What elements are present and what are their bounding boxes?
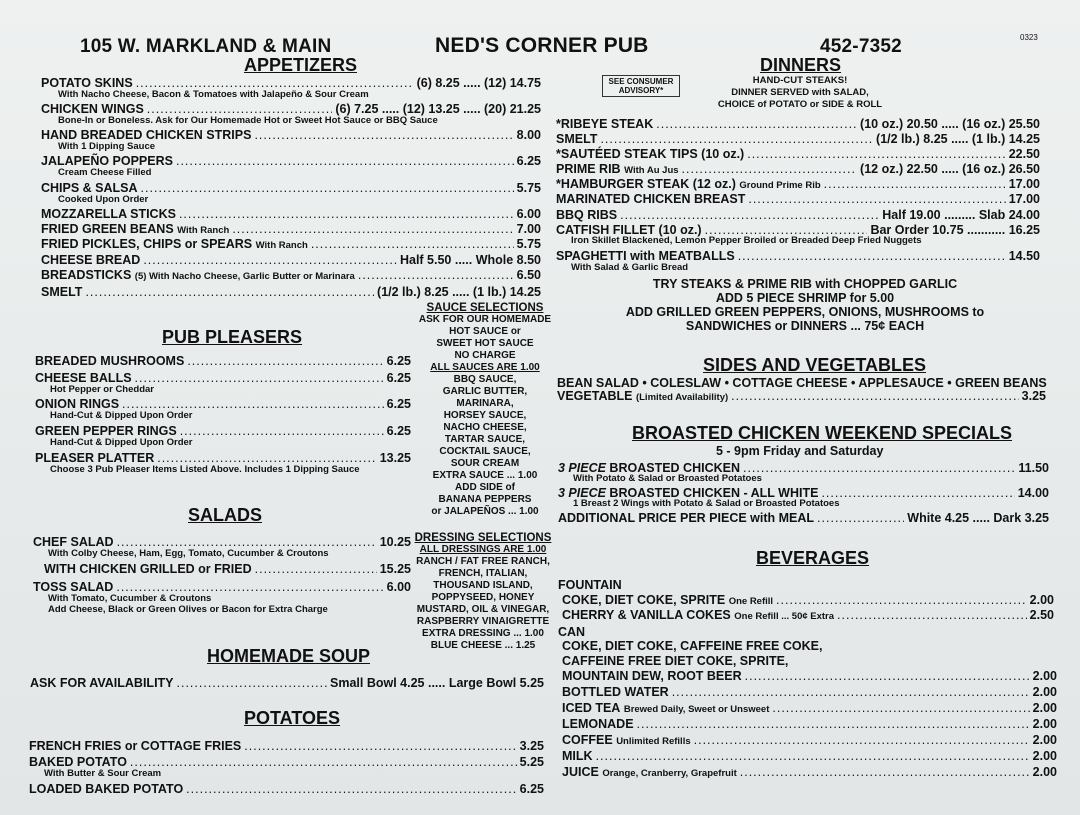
menu-item: GREEN PEPPER RINGS ..... 6.25 xyxy=(35,424,411,438)
item-desc: Choose 3 Pub Pleaser Items Listed Above. Includes 1 Dipping Sauce xyxy=(50,464,360,475)
sauce-line: MARINARA, xyxy=(456,398,514,409)
dressing-line: ALL DRESSINGS ARE 1.00 xyxy=(419,544,547,555)
item-desc: With Tomato, Cucumber & Croutons xyxy=(48,593,212,604)
soup-title: HOMEMADE SOUP xyxy=(207,646,371,666)
menu-item: JALAPEÑO POPPERS ..... 6.25 xyxy=(41,154,541,168)
menu-item: SPAGHETTI with MEATBALLS ..... 14.50 xyxy=(556,249,1040,263)
sauce-line: GARLIC BUTTER, xyxy=(442,386,528,397)
dressing-line: BLUE CHEESE ... 1.25 xyxy=(430,640,536,651)
menu-item: BOTTLED WATER ..... 2.00 xyxy=(562,685,1057,699)
menu-item: PRIME RIB With Au Jus ..... (12 oz.) 22.50 ..... (16 oz.) 26.50 xyxy=(556,162,1040,176)
dressing-line: POPPYSEED, HONEY xyxy=(431,592,535,603)
sauce-line: COCKTAIL SAUCE, xyxy=(439,446,531,457)
consumer-advisory: SEE CONSUMER ADVISORY* xyxy=(602,75,680,97)
menu-item: ONION RINGS ..... 6.25 xyxy=(35,397,411,411)
item-desc: Hot Pepper or Cheddar xyxy=(50,384,154,395)
dressing-line: EXTRA DRESSING ... 1.00 xyxy=(422,628,544,639)
menu-item: CATFISH FILLET (10 oz.) ..... Bar Order 10.75 ........... 16.25 xyxy=(556,223,1040,237)
item-desc: Iron Skillet Blackened, Lemon Pepper Broiled or Breaded Deep Fried Nuggets xyxy=(571,235,922,246)
menu-item: BAKED POTATO ..... 5.25 xyxy=(29,755,544,769)
appetizers-title: APPETIZERS xyxy=(244,55,358,75)
sauce-line: BBQ SAUCE, xyxy=(453,374,517,385)
restaurant-name: NED'S CORNER PUB xyxy=(435,34,649,57)
item-desc: With Salad & Garlic Bread xyxy=(571,262,689,273)
fountain-label: FOUNTAIN xyxy=(558,578,622,592)
addon-line: ADD GRILLED GREEN PEPPERS, ONIONS, MUSHROOMS to xyxy=(625,305,985,319)
item-desc: Bone-In or Boneless. Ask for Our Homemade Hot or Sweet Hot Sauce or BBQ Sauce xyxy=(58,115,438,126)
salads-title: SALADS xyxy=(188,505,263,525)
item-desc: With Colby Cheese, Ham, Egg, Tomato, Cucumber & Croutons xyxy=(48,548,329,559)
menu-item: TOSS SALAD ..... 6.00 xyxy=(33,580,411,594)
menu-item: 3 PIECE BROASTED CHICKEN ..... 11.50 xyxy=(558,461,1049,475)
menu-item: MOZZARELLA STICKS ..... 6.00 xyxy=(41,207,541,221)
dressing-selections xyxy=(410,532,556,652)
sauce-line: ADD SIDE of xyxy=(455,482,515,493)
chicken-hours: 5 - 9pm Friday and Saturday xyxy=(716,444,884,458)
menu-item: LOADED BAKED POTATO ..... 6.25 xyxy=(29,782,544,796)
addon-line: TRY STEAKS & PRIME RIB with CHOPPED GARLIC xyxy=(652,277,958,291)
item-desc: Cooked Upon Order xyxy=(58,194,149,205)
item-desc: Cream Cheese Filled xyxy=(58,167,152,178)
item-desc: 1 Breast 2 Wings with Potato & Salad or Broasted Potatoes xyxy=(573,498,840,509)
sauce-line: NO CHARGE xyxy=(454,350,516,361)
sides-list: BEAN SALAD • COLESLAW • COTTAGE CHEESE • APPLESAUCE • GREEN BEANS xyxy=(557,376,1047,390)
sauce-line: SWEET HOT SAUCE xyxy=(436,338,534,349)
can-line: CAFFEINE FREE DIET COKE, SPRITE, xyxy=(562,654,789,668)
menu-item: CHEF SALAD ..... 10.25 xyxy=(33,535,411,549)
addon-line: SANDWICHES or DINNERS ... 75¢ EACH xyxy=(685,319,925,333)
menu-item: VEGETABLE (Limited Availability) ..... 3.25 xyxy=(557,389,1046,403)
menu-item: CHEESE BALLS ..... 6.25 xyxy=(35,371,411,385)
menu-item: JUICE Orange, Cranberry, Grapefruit ..... 2.00 xyxy=(562,765,1057,779)
phone-number: 452-7352 xyxy=(820,36,902,57)
menu-item: BREADSTICKS (5) With Nacho Cheese, Garlic Butter or Marinara ..... 6.50 xyxy=(41,268,541,282)
sauce-line: SOUR CREAM xyxy=(450,458,520,469)
menu-item: CHIPS & SALSA ..... 5.75 xyxy=(41,181,541,195)
sauce-line: BANANA PEPPERS xyxy=(438,494,532,505)
menu-item: CHERRY & VANILLA COKES One Refill ... 50¢ Extra ..... 2.50 xyxy=(562,608,1054,622)
beverages-title: BEVERAGES xyxy=(756,548,870,568)
menu-item: *RIBEYE STEAK ..... (10 oz.) 20.50 ..... (16 oz.) 25.50 xyxy=(556,117,1040,131)
dressing-line: RANCH / FAT FREE RANCH, xyxy=(416,556,550,567)
sauces-title: SAUCE SELECTIONS xyxy=(426,302,544,314)
dressing-line: THOUSAND ISLAND, xyxy=(433,580,533,591)
item-desc: With Nacho Cheese, Bacon & Tomatoes with Jalapeño & Sour Cream xyxy=(58,89,369,100)
intro-line: HAND-CUT STEAKS! xyxy=(752,75,848,86)
menu-item: *HAMBURGER STEAK (12 oz.) Ground Prime Rib ..... 17.00 xyxy=(556,177,1040,191)
address: 105 W. MARKLAND & MAIN xyxy=(80,36,332,57)
sauce-selections xyxy=(415,302,555,518)
menu-item: CHEESE BREAD ..... Half 5.50 ..... Whole 8.50 xyxy=(41,253,541,267)
dinners-intro xyxy=(700,75,900,111)
menu-item: CHICKEN WINGS ..... (6) 7.25 ..... (12) 13.25 ..... (20) 21.25 xyxy=(41,102,541,116)
menu-item: PLEASER PLATTER ..... 13.25 xyxy=(35,451,411,465)
sauce-line: EXTRA SAUCE ... 1.00 xyxy=(432,470,538,481)
item-desc: Hand-Cut & Dipped Upon Order xyxy=(50,410,193,421)
menu-item: FRIED PICKLES, CHIPS or SPEARS With Ranch ..... 5.75 xyxy=(41,237,541,251)
sides-title: SIDES AND VEGETABLES xyxy=(703,355,927,375)
dinner-addons xyxy=(580,277,1030,333)
menu-item: COKE, DIET COKE, SPRITE One Refill ..... 2.00 xyxy=(562,593,1054,607)
menu-item: MOUNTAIN DEW, ROOT BEER ..... 2.00 xyxy=(562,669,1057,683)
menu-item: SMELT ..... (1/2 lb.) 8.25 ..... (1 lb.) 14.25 xyxy=(556,132,1040,146)
menu-item: FRENCH FRIES or COTTAGE FRIES ..... 3.25 xyxy=(29,739,544,753)
item-desc: With Butter & Sour Cream xyxy=(44,768,162,779)
pub-pleasers-title: PUB PLEASERS xyxy=(162,327,303,347)
intro-line: CHOICE of POTATO or SIDE & ROLL xyxy=(717,99,883,110)
menu-item: WITH CHICKEN GRILLED or FRIED ..... 15.25 xyxy=(44,562,411,576)
menu-item: MARINATED CHICKEN BREAST ..... 17.00 xyxy=(556,192,1040,206)
menu-item: ICED TEA Brewed Daily, Sweet or Unsweet ..... 2.00 xyxy=(562,701,1057,715)
item-desc: With 1 Dipping Sauce xyxy=(58,141,156,152)
can-line: COKE, DIET COKE, CAFFEINE FREE COKE, xyxy=(562,639,823,653)
dressings-title: DRESSING SELECTIONS xyxy=(414,532,552,544)
intro-line: DINNER SERVED with SALAD, xyxy=(731,87,869,98)
can-label: CAN xyxy=(558,625,586,639)
menu-item: ASK FOR AVAILABILITY ..... Small Bowl 4.25 ..... Large Bowl 5.25 xyxy=(30,676,544,690)
menu-item: FRIED GREEN BEANS With Ranch ..... 7.00 xyxy=(41,222,541,236)
sauce-line: HORSEY SAUCE, xyxy=(443,410,527,421)
dressing-line: RASPBERRY VINAIGRETTE xyxy=(416,616,550,627)
item-desc: With Potato & Salad or Broasted Potatoes xyxy=(573,473,762,484)
menu-item: COFFEE Unlimited Refills ..... 2.00 xyxy=(562,733,1057,747)
menu-item: 3 PIECE BROASTED CHICKEN - ALL WHITE ..... 14.00 xyxy=(558,486,1049,500)
dressing-line: MUSTARD, OIL & VINEGAR, xyxy=(416,604,550,615)
sauce-line: ASK FOR OUR HOMEMADE xyxy=(418,314,552,325)
menu-item: *SAUTÉED STEAK TIPS (10 oz.) ..... 22.50 xyxy=(556,147,1040,161)
menu-item: BBQ RIBS ..... Half 19.00 ......... Slab 24.00 xyxy=(556,208,1040,222)
dressing-line: FRENCH, ITALIAN, xyxy=(438,568,528,579)
menu-item: BREADED MUSHROOMS ..... 6.25 xyxy=(35,354,411,368)
sauce-line: HOT SAUCE or xyxy=(449,326,521,337)
menu-item: SMELT ..... (1/2 lb.) 8.25 ..... (1 lb.) 14.25 xyxy=(41,285,541,299)
menu-item: LEMONADE ..... 2.00 xyxy=(562,717,1057,731)
menu-code: 0323 xyxy=(1020,33,1038,42)
chicken-title: BROASTED CHICKEN WEEKEND SPECIALS xyxy=(632,423,1013,443)
menu-item: POTATO SKINS ..... (6) 8.25 ..... (12) 14.75 xyxy=(41,76,541,90)
sauce-line: or JALAPEÑOS ... 1.00 xyxy=(431,506,539,517)
potatoes-title: POTATOES xyxy=(244,708,341,728)
item-desc: Hand-Cut & Dipped Upon Order xyxy=(50,437,193,448)
item-desc: Add Cheese, Black or Green Olives or Bacon for Extra Charge xyxy=(48,604,328,615)
addon-line: ADD 5 PIECE SHRIMP for 5.00 xyxy=(715,291,895,305)
dinners-title: DINNERS xyxy=(760,55,842,75)
sauce-line: ALL SAUCES ARE 1.00 xyxy=(430,362,540,373)
menu-item: MILK ..... 2.00 xyxy=(562,749,1057,763)
menu-item: ADDITIONAL PRICE PER PIECE with MEAL ..... White 4.25 ..... Dark 3.25 xyxy=(558,511,1049,525)
sauce-line: NACHO CHEESE, xyxy=(443,422,527,433)
sauce-line: TARTAR SAUCE, xyxy=(444,434,526,445)
menu-item: HAND BREADED CHICKEN STRIPS ..... 8.00 xyxy=(41,128,541,142)
